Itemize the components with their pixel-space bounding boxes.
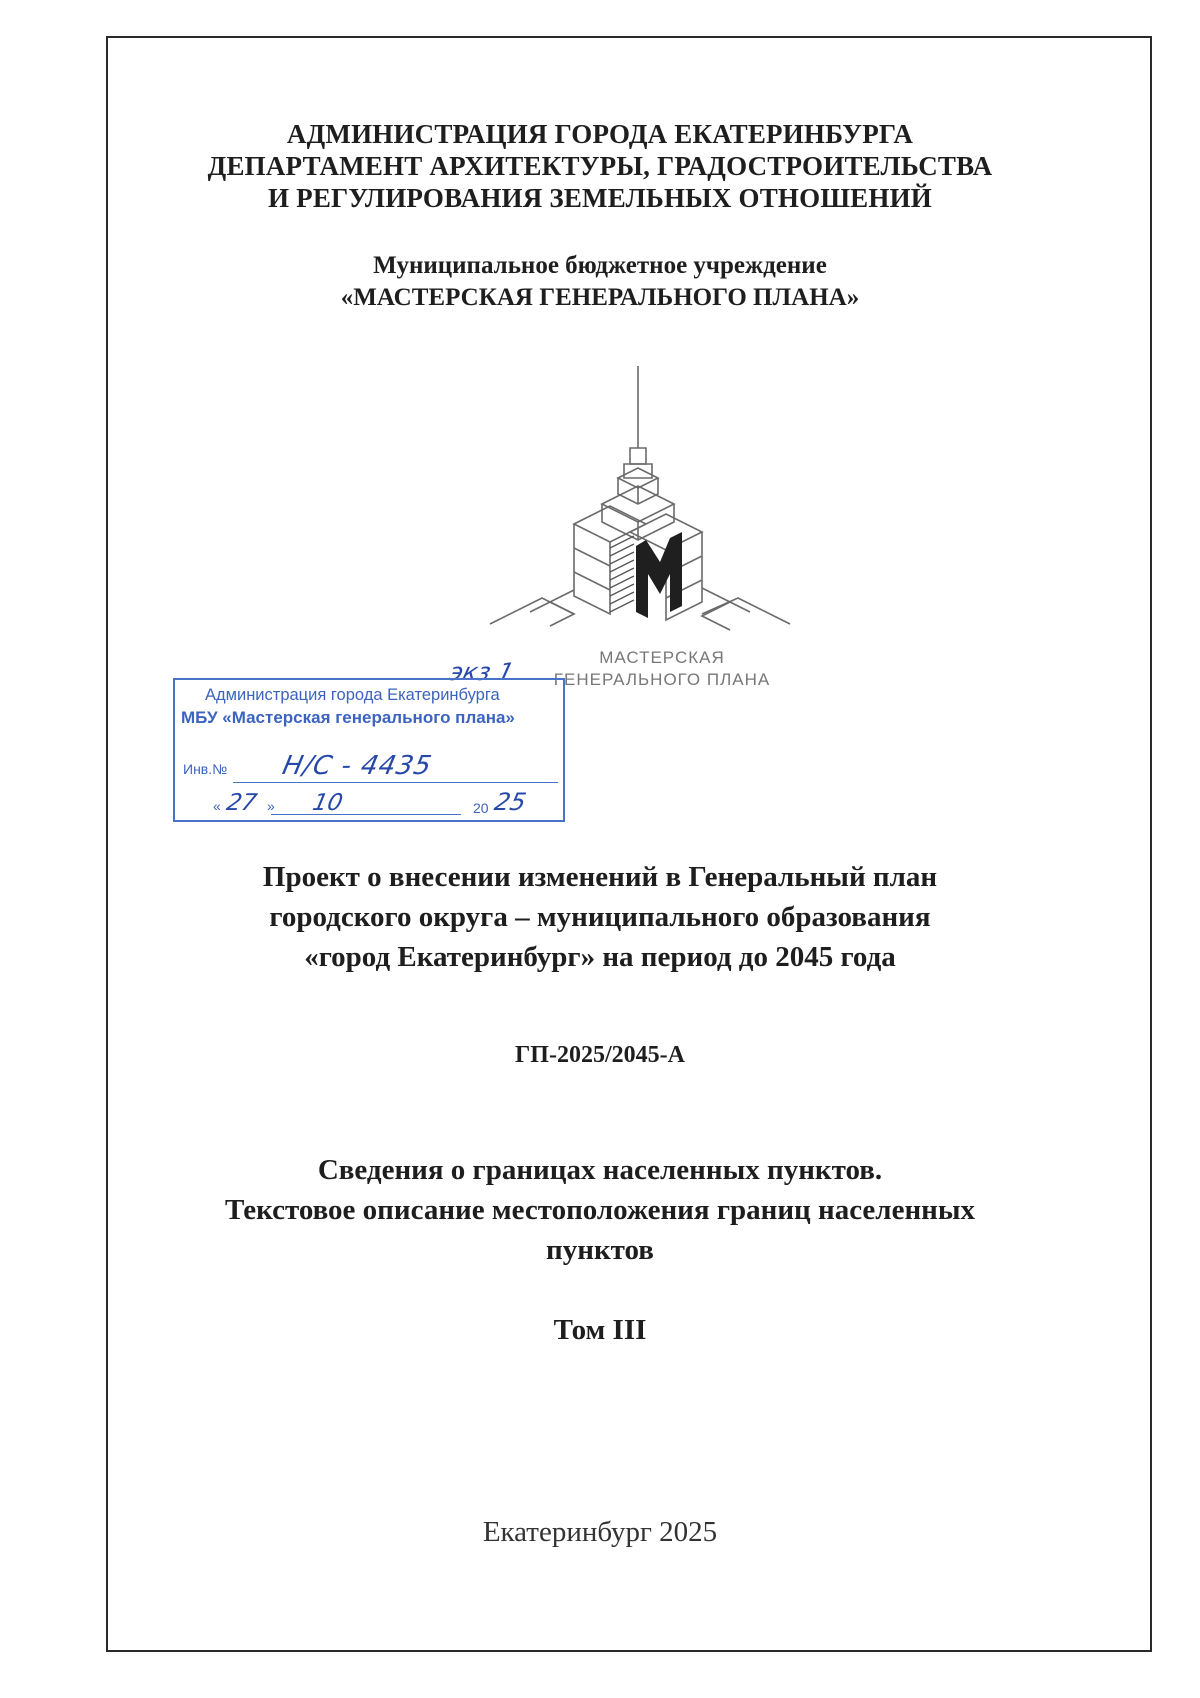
- project-title-line2: городского округа – муниципального образования: [269, 901, 931, 933]
- stamp-year-suffix: 25: [492, 788, 529, 816]
- registration-stamp: [173, 678, 565, 822]
- stamp-month: 10: [310, 790, 346, 816]
- footer-city-year: Екатеринбург 2025: [482, 1516, 718, 1548]
- document-code: ГП-2025/2045-А: [515, 1042, 685, 1068]
- logo-caption-line2: ГЕНЕРАЛЬНОГО ПЛАНА: [553, 670, 771, 689]
- section-title-line1: Сведения о границах населенных пунктов.: [317, 1154, 883, 1186]
- section-title-line2: Текстовое описание местоположения границ населенных: [224, 1194, 976, 1226]
- stamp-date-rule: [271, 814, 461, 815]
- stamp-institution: МБУ «Мастерская генерального плана»: [181, 708, 515, 727]
- logo-caption-line1: МАСТЕРСКАЯ: [599, 648, 725, 667]
- header-department: ДЕПАРТАМЕНТ АРХИТЕКТУРЫ, ГРАДОСТРОИТЕЛЬСТВА: [207, 151, 993, 181]
- master-plan-logo-icon: [470, 362, 810, 692]
- stamp-administration: Администрация города Екатеринбурга: [205, 686, 500, 704]
- stamp-inventory-number: Н/С - 4435: [279, 751, 435, 781]
- stamp-inventory-label: Инв.№: [183, 761, 228, 777]
- institution-type: Муниципальное бюджетное учреждение: [373, 252, 827, 279]
- copy-number-mark: экз 1: [446, 658, 517, 686]
- project-title-line3: «город Екатеринбург» на период до 2045 года: [304, 941, 896, 973]
- project-title-line1: Проект о внесении изменений в Генеральный план: [262, 861, 938, 893]
- section-title-line3: пунктов: [546, 1234, 654, 1266]
- stamp-quote-open: «: [213, 798, 221, 814]
- stamp-year-prefix: 20: [473, 800, 489, 816]
- stamp-inventory-rule: [233, 782, 558, 783]
- header-department-cont: И РЕГУЛИРОВАНИЯ ЗЕМЕЛЬНЫХ ОТНОШЕНИЙ: [267, 183, 932, 213]
- stamp-quote-close: »: [267, 798, 275, 814]
- volume-number: Том III: [553, 1314, 647, 1346]
- header-administration: АДМИНИСТРАЦИЯ ГОРОДА ЕКАТЕРИНБУРГА: [286, 119, 914, 149]
- institution-name: «МАСТЕРСКАЯ ГЕНЕРАЛЬНОГО ПЛАНА»: [340, 284, 860, 311]
- stamp-day: 27: [224, 790, 260, 816]
